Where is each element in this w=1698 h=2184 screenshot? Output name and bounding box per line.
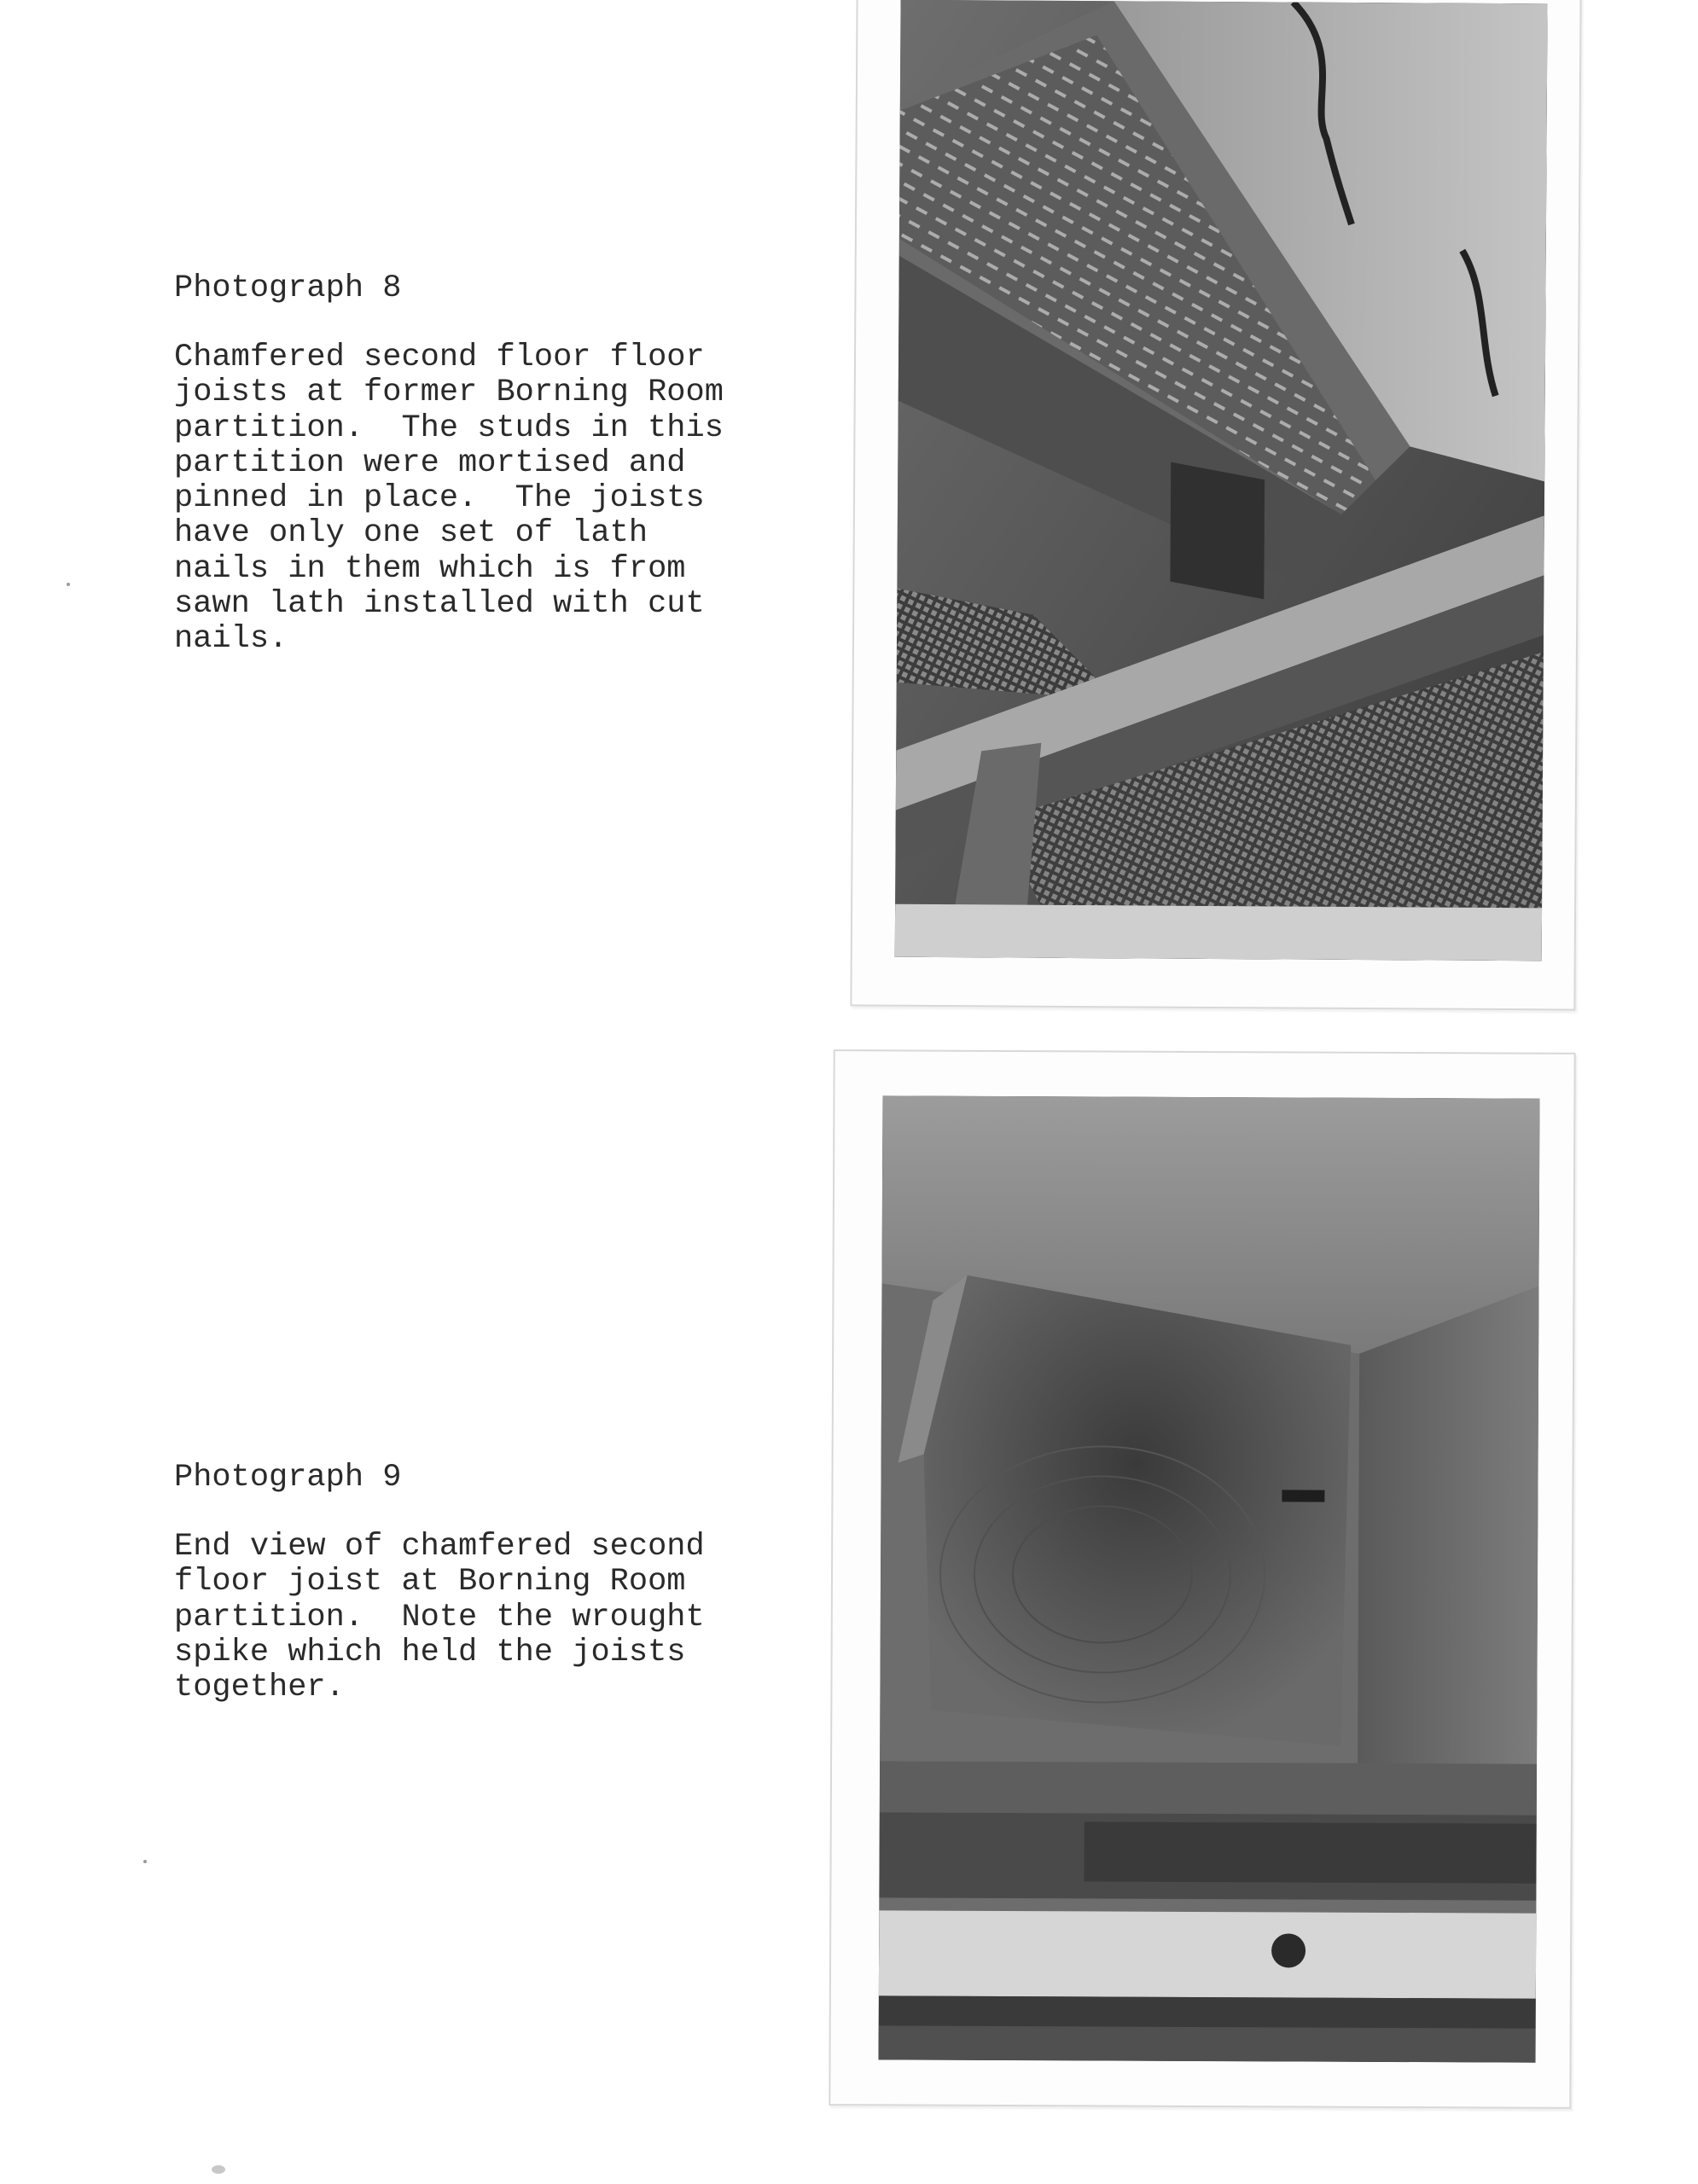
caption-line: have only one set of lath [174, 515, 648, 552]
photograph-8-description [174, 340, 823, 658]
photograph-9-description [174, 1530, 823, 1705]
caption-line: pinned in place. The joists [174, 480, 705, 517]
caption-line: partition were mortised and [174, 444, 686, 481]
joists-photo-graphic [895, 0, 1548, 961]
caption-line: End view of chamfered second [174, 1529, 705, 1565]
paper-speck [67, 583, 70, 586]
photograph-8-image [895, 0, 1548, 961]
caption-line: nails. [174, 621, 288, 658]
photograph-9-title: Photograph 9 [174, 1460, 402, 1496]
paper-speck [212, 2165, 225, 2174]
caption-line: spike which held the joists [174, 1634, 686, 1670]
photograph-9-caption [174, 1461, 823, 1705]
photograph-8-mount [850, 0, 1581, 1011]
caption-line: joists at former Borning Room [174, 375, 724, 411]
caption-line: floor joist at Borning Room [174, 1564, 686, 1600]
caption-line: partition. The studs in this [174, 410, 724, 446]
photograph-8-caption [174, 271, 823, 658]
photograph-8-title: Photograph 8 [174, 270, 402, 306]
photograph-9-mount [829, 1049, 1575, 2109]
caption-line: together. [174, 1670, 345, 1706]
joist-end-photo-graphic [879, 1095, 1540, 2062]
paper-speck [143, 1860, 147, 1863]
photograph-9-image [879, 1095, 1540, 2062]
caption-line: partition. Note the wrought [174, 1599, 705, 1635]
caption-line: nails in them which is from [174, 550, 686, 587]
caption-line: Chamfered second floor floor [174, 340, 705, 375]
caption-line: sawn lath installed with cut [174, 586, 705, 623]
